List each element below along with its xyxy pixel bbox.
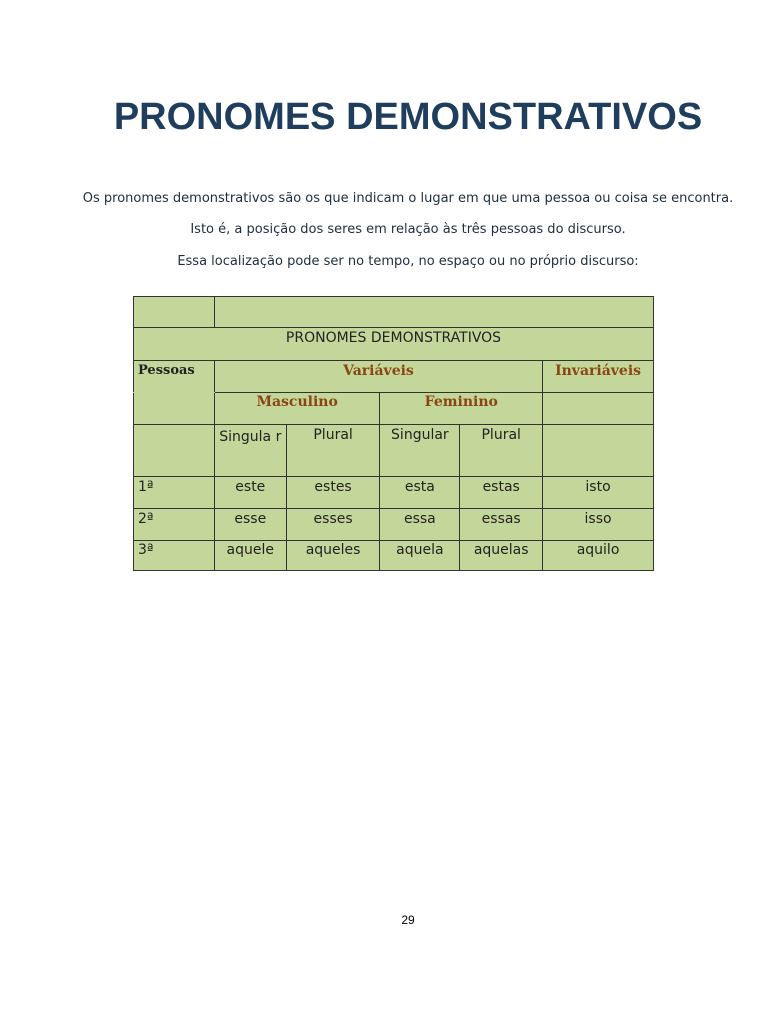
pronouns-table xyxy=(133,296,654,571)
pronoun-cell: essas xyxy=(460,509,543,541)
table-cell-empty xyxy=(543,425,654,477)
pronoun-cell: estes xyxy=(286,477,380,509)
pronoun-cell: este xyxy=(214,477,286,509)
pessoa-cell: 2ª xyxy=(134,509,215,541)
table-row xyxy=(134,361,654,393)
subheader-masc-singular: Singula r xyxy=(214,425,286,477)
pronoun-cell: isto xyxy=(543,477,654,509)
table-row xyxy=(134,393,654,425)
subheader-fem-plural: Plural xyxy=(460,425,543,477)
pronoun-cell: esse xyxy=(214,509,286,541)
pessoa-cell: 3ª xyxy=(134,541,215,571)
table-cell-empty xyxy=(214,297,653,328)
intro-paragraph-2: Isto é, a posição dos seres em relação às três pessoas do discurso. xyxy=(190,222,626,237)
pronoun-cell: aquilo xyxy=(543,541,654,571)
pronoun-cell: aquela xyxy=(380,541,460,571)
variaveis-header: Variáveis xyxy=(214,361,542,393)
pessoas-header: Pessoas xyxy=(134,361,215,393)
table-row xyxy=(134,425,654,477)
intro-paragraph-3: Essa localização pode ser no tempo, no espaço ou no próprio discurso: xyxy=(177,254,639,269)
feminino-header: Feminino xyxy=(380,393,543,425)
pronoun-cell: aquele xyxy=(214,541,286,571)
intro-paragraph-1: Os pronomes demonstrativos são os que indicam o lugar em que uma pessoa ou coisa se encontra. xyxy=(82,191,734,206)
invariaveis-header: Invariáveis xyxy=(543,361,654,393)
table-cell-empty xyxy=(134,297,215,328)
pronoun-cell: aqueles xyxy=(286,541,380,571)
table-caption: PRONOMES DEMONSTRATIVOS xyxy=(134,328,654,361)
table-cell-empty xyxy=(543,393,654,425)
pronoun-cell: isso xyxy=(543,509,654,541)
subheader-masc-plural: Plural xyxy=(286,425,380,477)
table-row xyxy=(134,477,654,509)
table-row xyxy=(134,297,654,328)
table-cell-empty xyxy=(134,393,215,425)
pronoun-cell: essa xyxy=(380,509,460,541)
pronoun-cell: estas xyxy=(460,477,543,509)
masculino-header: Masculino xyxy=(214,393,380,425)
page-number: 29 xyxy=(401,913,415,927)
pronoun-cell: aquelas xyxy=(460,541,543,571)
pessoa-cell: 1ª xyxy=(134,477,215,509)
subheader-fem-singular: Singular xyxy=(380,425,460,477)
table-cell-empty xyxy=(134,425,215,477)
pronoun-cell: esta xyxy=(380,477,460,509)
table-row xyxy=(134,541,654,571)
table-row xyxy=(134,509,654,541)
table-row xyxy=(134,328,654,361)
pronoun-cell: esses xyxy=(286,509,380,541)
page-title: PRONOMES DEMONSTRATIVOS xyxy=(113,96,703,138)
